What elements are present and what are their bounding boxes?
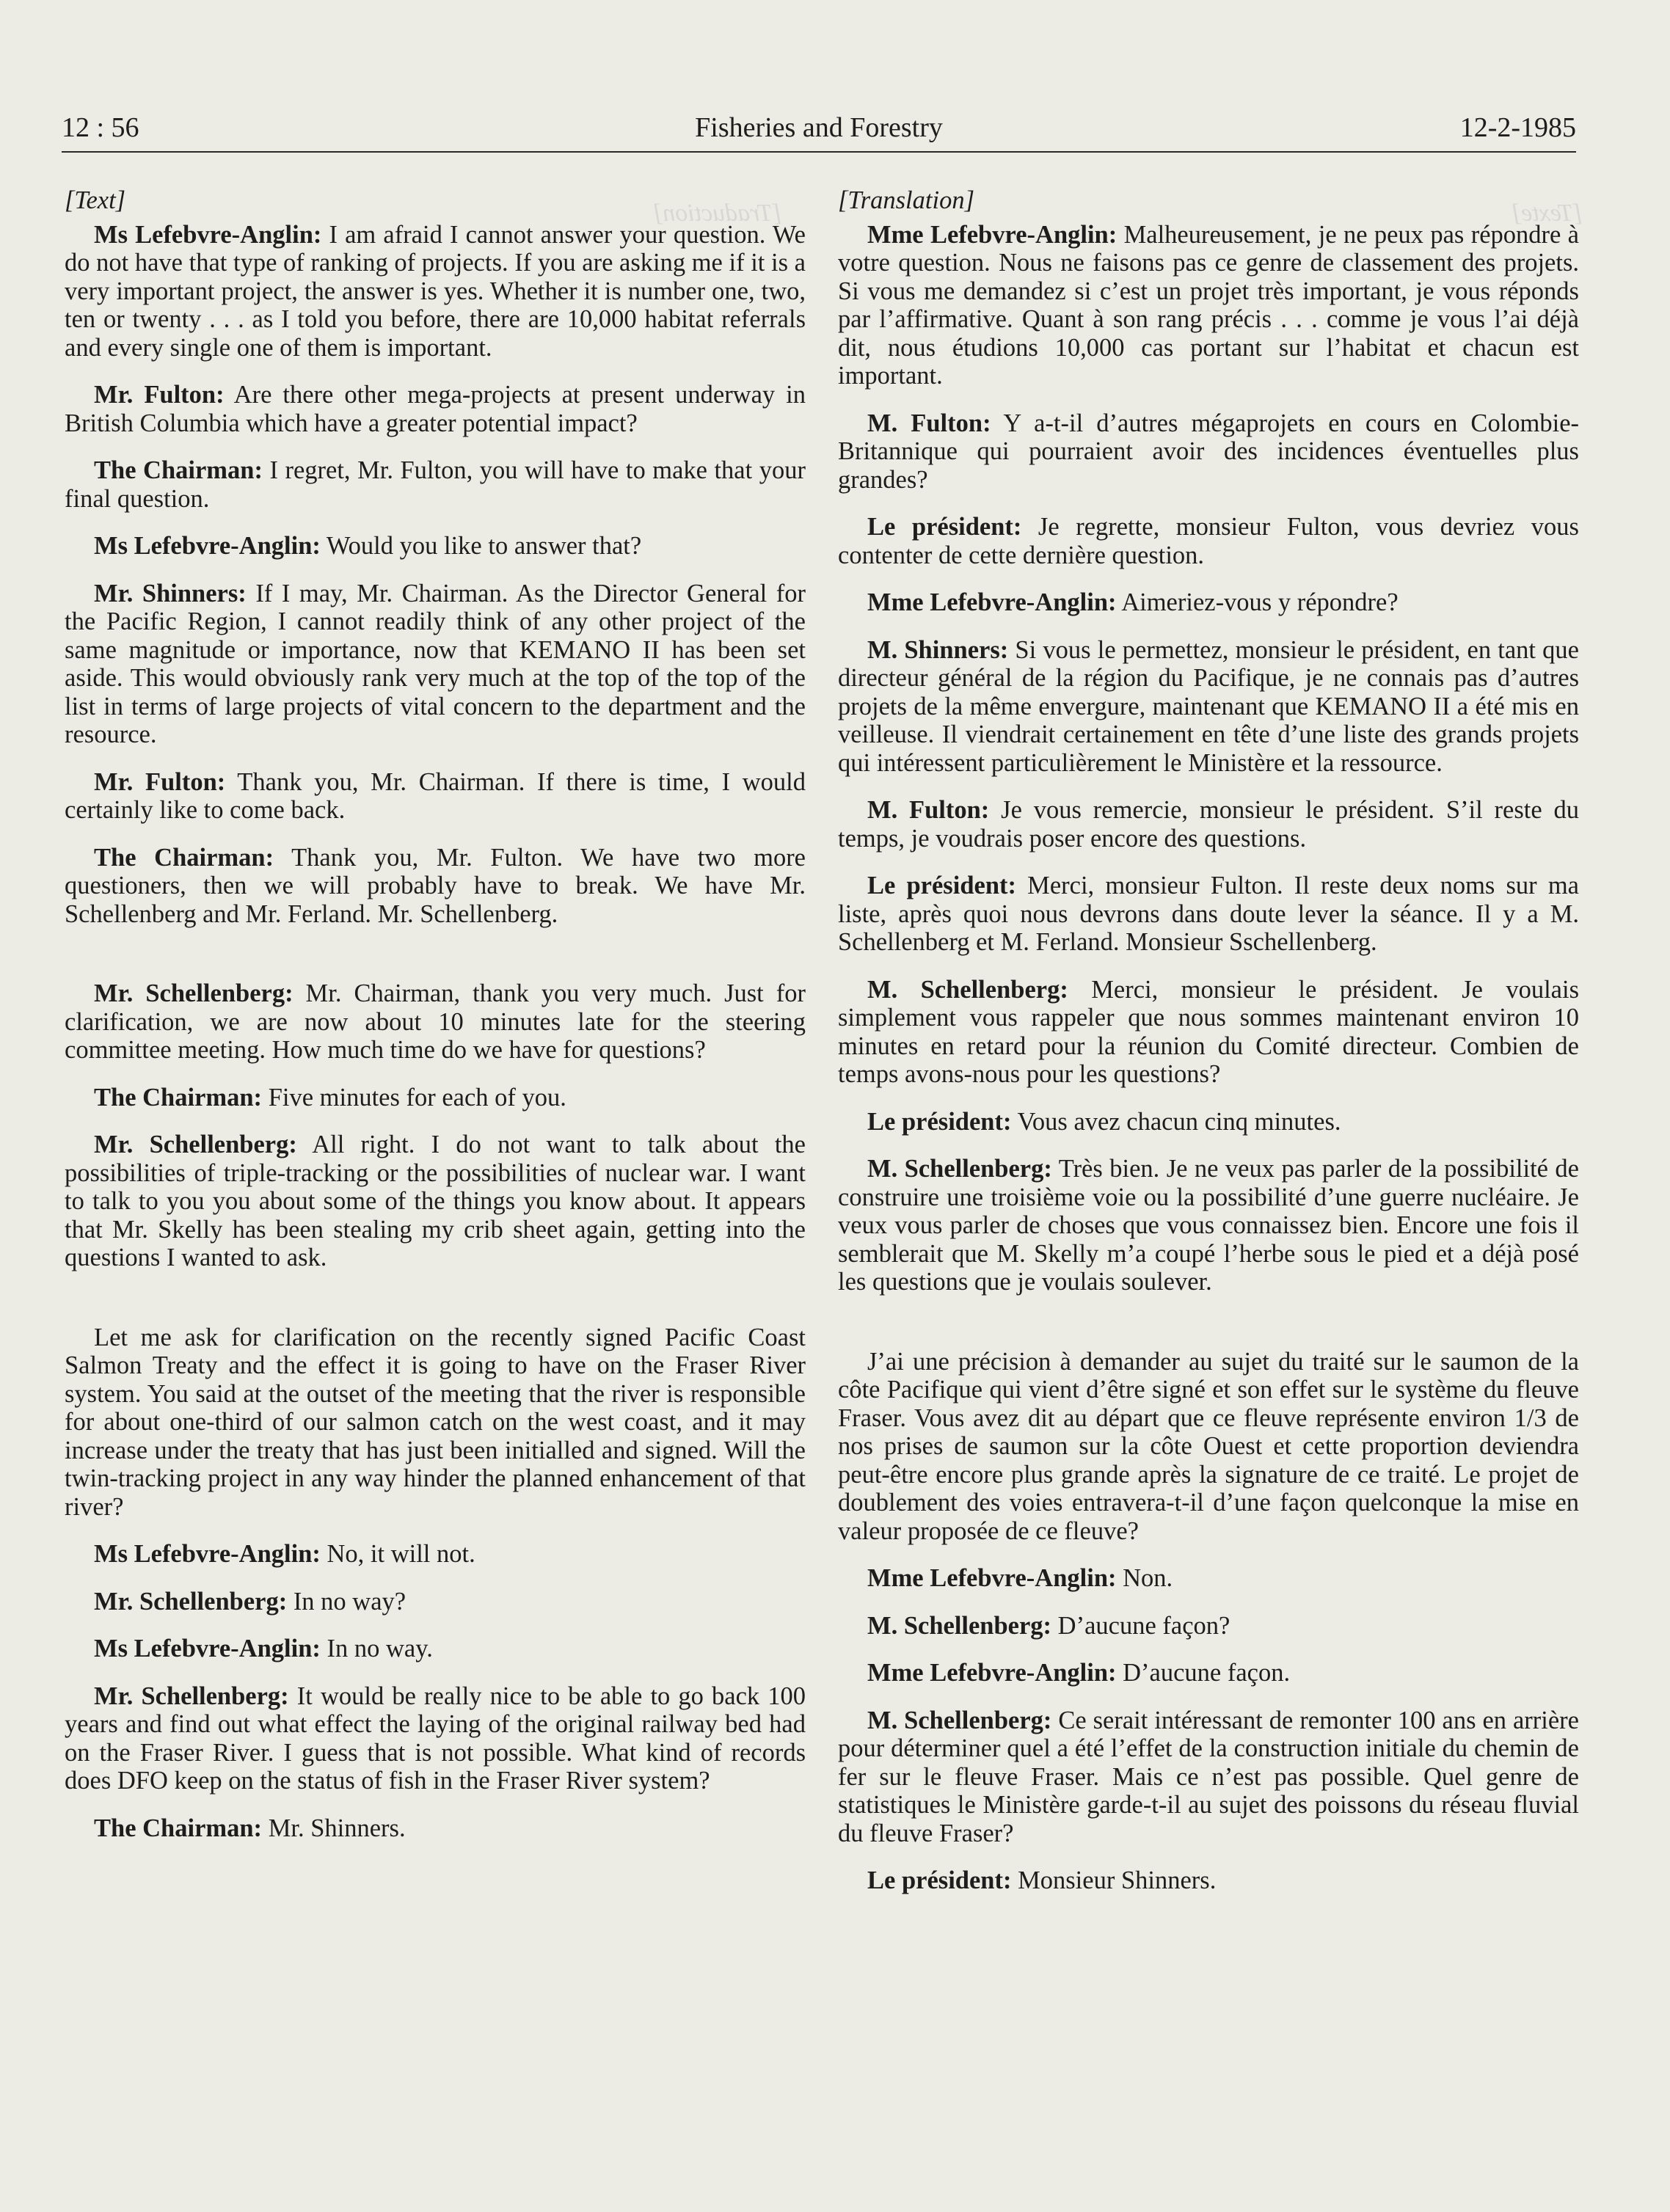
transcript-paragraph [65,1324,806,1522]
speech-text: Mr. Shinners. [262,1814,406,1842]
speaker-name: Mr. Fulton: [94,767,226,796]
speaker-name: Mme Lefebvre-Anglin: [867,1564,1117,1592]
transcript-paragraph [65,1635,806,1663]
speaker-name: Mr. Schellenberg: [94,979,293,1007]
speaker-name: Ms Lefebvre-Anglin: [94,1635,321,1662]
section-gap [65,1291,806,1324]
bleed-label-traduction: [Traduction] [653,200,782,227]
speech-text: Aimeriez-vous y répondre? [1116,588,1399,616]
speaker-name: M. Fulton: [867,409,991,437]
speech-text: Would you like to answer that? [320,532,642,560]
transcript-paragraph [838,1155,1579,1296]
publication-title: Fisheries and Forestry [695,112,943,143]
column-label: [Text] [65,186,126,214]
section-gap [65,947,806,979]
transcript-paragraph [65,532,806,561]
transcript-paragraph [838,1348,1579,1546]
speech-text: Merci, monsieur le président. Je voulais simplement vous rappeler que nous sommes maintenant environ 10 minutes en retard pour la réunion du Comité directeur. Combien de temps avons-nous pour les questions? [838,975,1579,1088]
speaker-name: M. Fulton: [867,796,990,824]
speaker-name: The Chairman: [94,843,274,872]
transcript-paragraph [65,221,806,362]
transcript-paragraph [838,1866,1579,1895]
speech-text: Je regrette, monsieur Fulton, vous devriez vous contenter de cette dernière question. [838,513,1579,569]
speaker-name: Mr. Schellenberg: [94,1587,288,1616]
speech-text: No, it will not. [320,1540,475,1568]
transcript-paragraph [65,580,806,749]
speaker-name: Le président: [867,513,1022,541]
speech-text: Malheureusement, je ne peux pas répondre à votre question. Nous ne faisons pas ce genre de classement des projets. Si vous me demandez si c’est un projet très important, je vous réponds par l’affirmative. Quant à son rang précis . . . comme je vous l’ai déjà dit, nous étudions 10,000 cas portant sur l’habitat et chacun est important. [838,220,1579,390]
speaker-name: The Chairman: [94,1814,263,1842]
transcript-paragraph [838,1564,1579,1593]
speech-text: It would be really nice to be able to go back 100 years and find out what effect the laying of the original railway bed had on the Fraser River. I guess that is not possible. What kind of records does DFO keep on the status of fish in the Fraser River system? [65,1682,806,1795]
transcript-paragraph [838,1659,1579,1687]
speech-text: Je vous remercie, monsieur le président. S’il reste du temps, je voudrais poser encore des questions. [838,796,1580,853]
speech-text: Non. [1116,1564,1173,1592]
transcript-paragraph [838,1707,1579,1848]
speaker-name: Mr. Schellenberg: [94,1682,289,1710]
transcript-paragraph [838,872,1579,957]
transcript-paragraph [65,1084,806,1112]
transcript-paragraph [65,1540,806,1569]
transcript-paragraph [65,1682,806,1795]
speech-text: Thank you, Mr. Fulton. We have two more questioners, then we will probably have to break. We have Mr. Schellenberg and Mr. Ferland. Mr. Schellenberg. [65,843,806,928]
speech-text: D’aucune façon? [1051,1611,1230,1640]
transcript-paragraph [65,844,806,929]
transcript-paragraph [65,1814,806,1843]
speaker-name: The Chairman: [94,1083,263,1112]
speech-text: Are there other mega-projects at present underway in British Columbia which have a greater potential impact? [65,381,806,437]
speech-text: Thank you, Mr. Chairman. If there is time, I would certainly like to come back. [65,767,806,824]
english-column [65,186,806,1861]
section-gap [838,1315,1579,1348]
header-rule [62,151,1576,153]
speech-text: D’aucune façon. [1116,1659,1291,1687]
speaker-name: Mme Lefebvre-Anglin: [867,1659,1117,1687]
speaker-name: Le président: [867,1107,1012,1136]
speech-text: All right. I do not want to talk about the possibilities of triple-tracking or the possibilities of nuclear war. I want to talk to you you about some of the things you know about. It appears that Mr. Skelly has been stealing my crib sheet again, getting into the questions I wanted to ask. [65,1131,806,1271]
transcript-paragraph [838,409,1579,494]
speech-text: Ce serait intéressant de remonter 100 ans en arrière pour déterminer quel a été l’effet de la construction initiale du chemin de fer sur le fleuve Fraser. Mais ce n’est pas possible. Quel genre de statistiques le Ministère garde-t-il au sujet des poissons du réseau fluvial du fleuve Fraser? [838,1706,1579,1847]
transcript-paragraph [65,979,806,1065]
speaker-name: Mr. Shinners: [94,579,247,607]
speaker-name: Mr. Schellenberg: [94,1131,297,1158]
transcript-paragraph [838,221,1579,390]
page-number: 12 : 56 [62,112,139,143]
speaker-name: M. Schellenberg: [867,1155,1052,1183]
speaker-name: M. Shinners: [867,635,1009,664]
transcript-paragraph [838,976,1579,1089]
speaker-name: Ms Lefebvre-Anglin: [94,532,321,560]
speech-text: Merci, monsieur Fulton. Il reste deux noms sur ma liste, après quoi nous devrons dans doute lever la séance. Il y a M. Schellenberg et M. Ferland. Monsieur Sschellenberg. [838,872,1579,956]
transcript-paragraph [65,1131,806,1272]
transcript-paragraph [838,513,1579,569]
speech-text: I regret, Mr. Fulton, you will have to make that your final question. [65,456,806,513]
transcript-paragraph [65,768,806,825]
speech-text: In no way? [287,1587,406,1616]
speaker-name: Mme Lefebvre-Anglin: [867,588,1117,616]
transcript-paragraph [838,796,1579,853]
speech-text: Y a-t-il d’autres mégaprojets en cours en Colombie-Britannique qui pourraient avoir des incidences éventuelles plus grandes? [838,409,1579,494]
speech-text: J’ai une précision à demander au sujet du traité sur le saumon de la côte Pacifique qui vient d’être signé et son effet sur le système du fleuve Fraser. Vous avez dit au départ que ce fleuve représente environ 1/3 de nos prises de saumon sur la côte Ouest et cette proportion deviendra peut-être encore plus grande après la signature de ce traité. Le projet de doublement des voies entravera-t-il d’une façon quelconque la mise en valeur proposée de ce fleuve? [838,1347,1579,1545]
speaker-name: Le président: [867,1866,1012,1894]
transcript-paragraph [65,381,806,437]
page-header [62,112,1576,154]
publication-date: 12-2-1985 [1459,112,1576,143]
column-label: [Translation] [838,186,974,214]
speech-text: I am afraid I cannot answer your question. We do not have that type of ranking of projects. If you are asking me if it is a very important project, the answer is yes. Whether it is number one, two, ten or twenty . . . as I told you before, there are 10,000 habitat referrals and every single one of them is important. [65,220,806,362]
speaker-name: M. Schellenberg: [867,975,1068,1004]
transcript-paragraph [65,1588,806,1616]
speaker-name: Mme Lefebvre-Anglin: [867,220,1117,249]
transcript-paragraph [838,636,1579,778]
speech-text: Très bien. Je ne veux pas parler de la possibilité de construire une troisième voie ou la possibilité d’une guerre nucléaire. Je veux vous parler de choses que vous connaissez bien. Encore une fois il semblerait que M. Skelly m’a coupé l’herbe sous le pied et a déjà posé les questions que je voulais soulever. [838,1155,1579,1296]
speech-text: Five minutes for each of you. [262,1083,566,1112]
speaker-name: The Chairman: [94,456,263,484]
speech-text: Monsieur Shinners. [1011,1866,1217,1894]
speech-text: Mr. Chairman, thank you very much. Just for clarification, we are now about 10 minutes late for the steering committee meeting. How much time do we have for questions? [65,979,806,1064]
speaker-name: M. Schellenberg: [867,1611,1052,1640]
speech-text: Let me ask for clarification on the recently signed Pacific Coast Salmon Treaty and the effect it is going to have on the Fraser River system. You said at the outset of the meeting that the river is responsible for about one-third of our salmon catch on the west coast, and it may increase under the treaty that has just been initialled and signed. Will the twin-tracking project in any way hinder the planned enhancement of that river? [65,1323,806,1521]
speech-text: Vous avez chacun cinq minutes. [1011,1107,1341,1136]
speaker-name: M. Schellenberg: [867,1706,1052,1734]
speaker-name: Mr. Fulton: [94,381,225,409]
speaker-name: Le président: [867,872,1016,899]
speech-text: If I may, Mr. Chairman. As the Director General for the Pacific Region, I cannot readily think of any other project of the same magnitude or importance, now that KEMANO II has been set aside. This would obviously rank very much at the top of the top of the list in terms of large projects of vital concern to the department and the resource. [65,579,806,748]
speaker-name: Ms Lefebvre-Anglin: [94,220,322,249]
speech-text: In no way. [320,1635,433,1662]
transcript-paragraph [838,588,1579,617]
french-column [838,186,1579,1914]
transcript-paragraph [838,1108,1579,1136]
speaker-name: Ms Lefebvre-Anglin: [94,1540,321,1568]
speech-text: Si vous le permettez, monsieur le président, en tant que directeur général de la région du Pacifique, je ne connais pas d’autres projets de la même envergure, maintenant que KEMANO II a été mis en veilleuse. Il viendrait certainement en tête d’une liste des grands projets qui intéressent particulièrement le Ministère et la ressource. [838,635,1579,777]
bleed-label-texte: [Texte] [1512,200,1583,227]
transcript-paragraph [838,1612,1579,1640]
transcript-paragraph [65,456,806,513]
